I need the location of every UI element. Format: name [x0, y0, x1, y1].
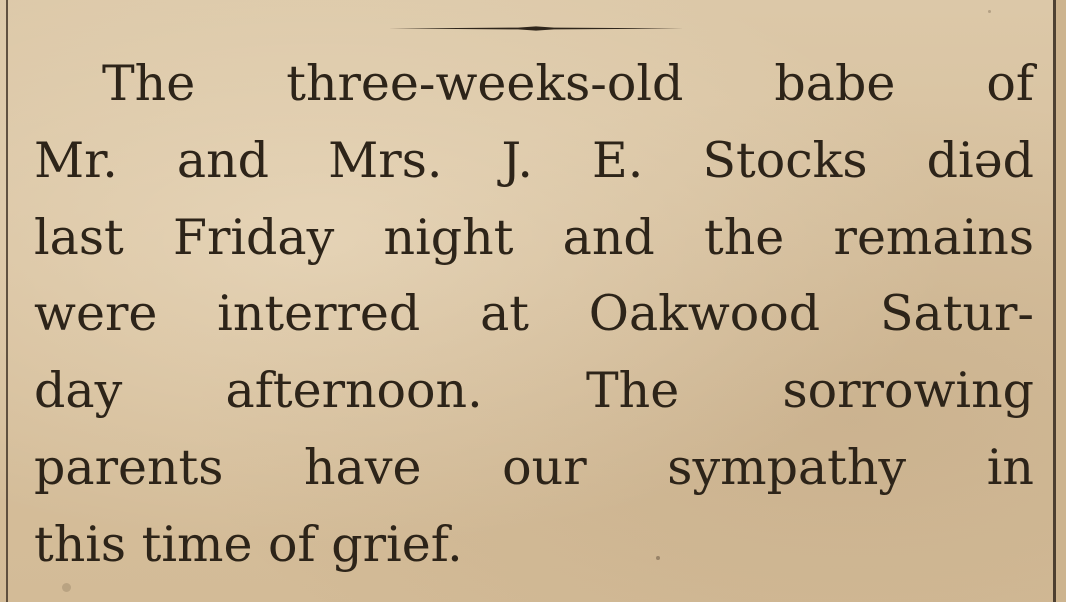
paper-speck: [62, 583, 71, 592]
column-rule-left: [6, 0, 8, 602]
article-line: The three-weeks-old babe of: [102, 55, 1034, 112]
article-separator-rule: [388, 24, 684, 33]
article-line: day afternoon. The sorrowing: [34, 362, 1034, 420]
article-line: Mr. and Mrs. J. E. Stocks diəd: [34, 131, 1034, 189]
article-line: were interred at Oakwood Satur-: [34, 285, 1034, 343]
page-margin: [1056, 0, 1066, 602]
obituary-notice: [34, 46, 1034, 584]
article-line: last Friday night and the remains: [34, 208, 1034, 266]
paper-speck: [656, 556, 660, 560]
article-line: this time of grief.: [34, 515, 463, 573]
paper-speck: [988, 10, 991, 13]
article-line: parents have our sympathy in: [34, 438, 1034, 496]
